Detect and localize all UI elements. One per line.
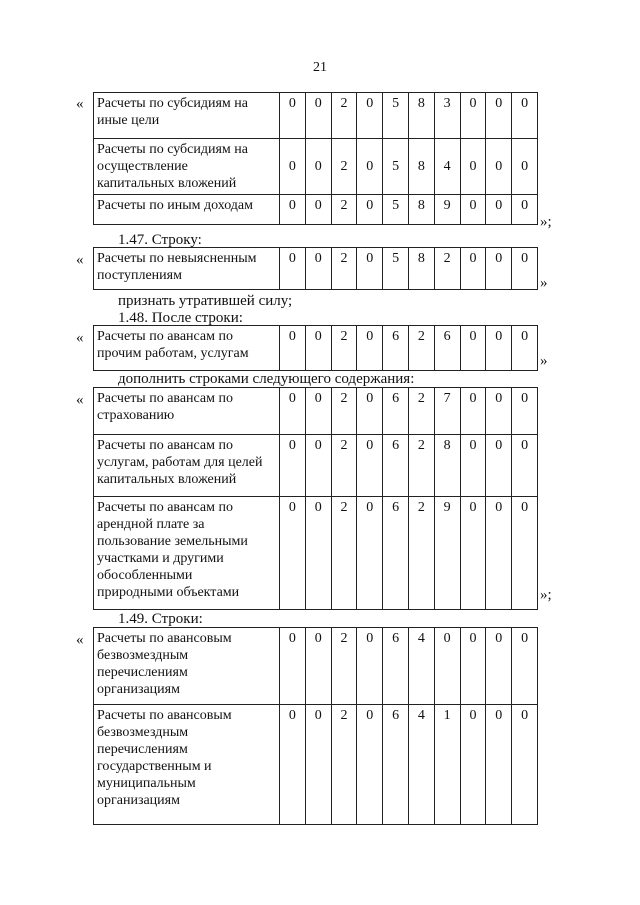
code-digit-cell: 0: [512, 435, 538, 497]
code-digit-cell: 2: [331, 388, 357, 435]
code-digit-cell: 0: [486, 195, 512, 225]
code-digit-cell: 0: [280, 139, 306, 195]
code-digit-cell: 0: [486, 139, 512, 195]
code-digit-cell: 0: [305, 388, 331, 435]
code-digit-cell: 0: [357, 705, 383, 825]
code-digit-cell: 0: [280, 195, 306, 225]
account-name-line: прочим работам, услугам: [97, 346, 249, 361]
code-digit-cell: 0: [357, 326, 383, 371]
code-digit-cell: 0: [460, 435, 486, 497]
code-digit-cell: 0: [460, 326, 486, 371]
code-digit-cell: 0: [486, 628, 512, 705]
code-digit-cell: 0: [280, 628, 306, 705]
account-name-line: осуществление: [97, 159, 188, 174]
account-name-cell: [94, 435, 280, 497]
code-digit-cell: 0: [305, 497, 331, 610]
account-name-cell: [94, 497, 280, 610]
code-digit-cell: 8: [408, 139, 434, 195]
code-digit-cell: 6: [383, 497, 409, 610]
account-name-cell: [94, 388, 280, 435]
code-digit-cell: 0: [486, 497, 512, 610]
account-name-cell: [94, 93, 280, 139]
account-name-line: арендной плате за: [97, 517, 205, 532]
code-table: [93, 247, 538, 290]
code-digit-cell: 6: [383, 628, 409, 705]
code-digit-cell: 0: [460, 139, 486, 195]
code-digit-cell: 0: [280, 435, 306, 497]
code-digit-cell: 4: [408, 705, 434, 825]
code-digit-cell: 0: [305, 139, 331, 195]
account-name-line: Расчеты по авансовым: [97, 631, 232, 646]
account-name-line: организациям: [97, 793, 180, 808]
account-name-cell: [94, 326, 280, 371]
account-name-line: иные цели: [97, 113, 160, 128]
code-digit-cell: 0: [357, 195, 383, 225]
account-name-line: Расчеты по иным доходам: [97, 198, 253, 213]
code-digit-cell: 0: [460, 705, 486, 825]
open-quote: «: [76, 96, 84, 112]
code-digit-cell: 6: [434, 326, 460, 371]
code-digit-cell: 3: [434, 93, 460, 139]
page-number: 21: [313, 60, 327, 75]
account-name-line: Расчеты по авансам по: [97, 329, 234, 344]
code-digit-cell: 8: [408, 195, 434, 225]
open-quote: «: [76, 392, 84, 408]
account-name-line: муниципальным: [97, 776, 196, 791]
code-digit-cell: 2: [408, 497, 434, 610]
code-digit-cell: 0: [460, 195, 486, 225]
code-digit-cell: 0: [305, 705, 331, 825]
code-digit-cell: 0: [357, 248, 383, 290]
code-digit-cell: 0: [357, 497, 383, 610]
table-row: [94, 248, 538, 290]
account-name-line: безвозмездным: [97, 648, 189, 663]
code-digit-cell: 6: [383, 435, 409, 497]
code-digit-cell: 6: [383, 388, 409, 435]
account-name-line: природными объектами: [97, 585, 240, 600]
account-name-line: Расчеты по субсидиям на: [97, 142, 248, 157]
code-digit-cell: 0: [305, 435, 331, 497]
code-digit-cell: 5: [383, 139, 409, 195]
code-digit-cell: 0: [512, 326, 538, 371]
code-digit-cell: 0: [486, 705, 512, 825]
close-quote: »: [540, 353, 548, 369]
code-digit-cell: 0: [357, 628, 383, 705]
code-digit-cell: 0: [357, 388, 383, 435]
code-digit-cell: 0: [486, 326, 512, 371]
account-name-cell: [94, 705, 280, 825]
account-name-line: Расчеты по авансам по: [97, 391, 234, 406]
code-digit-cell: 0: [280, 497, 306, 610]
code-table: [93, 92, 538, 225]
code-digit-cell: 0: [512, 139, 538, 195]
account-name-line: перечислениям: [97, 665, 188, 680]
code-digit-cell: 2: [408, 388, 434, 435]
code-table: [93, 387, 538, 610]
code-digit-cell: 0: [486, 248, 512, 290]
code-digit-cell: 8: [408, 93, 434, 139]
code-digit-cell: 0: [280, 705, 306, 825]
code-digit-cell: 9: [434, 497, 460, 610]
code-digit-cell: 0: [280, 326, 306, 371]
code-digit-cell: 0: [305, 195, 331, 225]
code-digit-cell: 2: [408, 326, 434, 371]
table-row: [94, 93, 538, 139]
account-name-line: Расчеты по авансам по: [97, 438, 234, 453]
code-digit-cell: 4: [408, 628, 434, 705]
code-digit-cell: 4: [434, 139, 460, 195]
table-row: [94, 195, 538, 225]
code-digit-cell: 0: [512, 497, 538, 610]
paragraph-text: признать утратившей силу;: [118, 293, 293, 309]
code-digit-cell: 0: [305, 248, 331, 290]
account-name-line: перечислениям: [97, 742, 188, 757]
account-name-cell: [94, 195, 280, 225]
open-quote: «: [76, 632, 84, 648]
code-digit-cell: 0: [280, 248, 306, 290]
code-digit-cell: 0: [512, 248, 538, 290]
code-digit-cell: 0: [512, 705, 538, 825]
code-digit-cell: 5: [383, 248, 409, 290]
code-digit-cell: 0: [486, 93, 512, 139]
open-quote: «: [76, 252, 84, 268]
account-name-line: Расчеты по субсидиям на: [97, 96, 248, 111]
account-name-line: организациям: [97, 682, 180, 697]
code-digit-cell: 2: [408, 435, 434, 497]
account-name-line: Расчеты по авансовым: [97, 708, 232, 723]
code-digit-cell: 2: [434, 248, 460, 290]
account-name-line: Расчеты по невыясненным: [97, 251, 257, 266]
code-digit-cell: 0: [512, 93, 538, 139]
code-digit-cell: 2: [331, 497, 357, 610]
code-digit-cell: 7: [434, 388, 460, 435]
code-digit-cell: 2: [331, 628, 357, 705]
code-digit-cell: 5: [383, 93, 409, 139]
code-digit-cell: 0: [305, 93, 331, 139]
code-digit-cell: 0: [357, 93, 383, 139]
code-digit-cell: 1: [434, 705, 460, 825]
code-digit-cell: 0: [305, 628, 331, 705]
code-digit-cell: 0: [357, 139, 383, 195]
code-digit-cell: 2: [331, 705, 357, 825]
code-digit-cell: 0: [460, 248, 486, 290]
table-row: [94, 139, 538, 195]
code-digit-cell: 0: [460, 628, 486, 705]
account-name-line: услугам, работам для целей: [97, 455, 263, 470]
code-digit-cell: 0: [460, 93, 486, 139]
open-quote: «: [76, 330, 84, 346]
account-name-cell: [94, 139, 280, 195]
account-name-line: безвозмездным: [97, 725, 189, 740]
code-digit-cell: 0: [512, 628, 538, 705]
paragraph-heading: 1.47. Строку:: [118, 232, 202, 248]
code-digit-cell: 2: [331, 326, 357, 371]
code-digit-cell: 5: [383, 195, 409, 225]
code-digit-cell: 2: [331, 195, 357, 225]
code-digit-cell: 0: [280, 93, 306, 139]
code-digit-cell: 2: [331, 248, 357, 290]
code-digit-cell: 0: [460, 497, 486, 610]
code-digit-cell: 0: [486, 388, 512, 435]
account-name-line: участками и другими: [97, 551, 224, 566]
code-digit-cell: 0: [305, 326, 331, 371]
code-digit-cell: 0: [512, 388, 538, 435]
account-name-line: поступлениям: [97, 268, 182, 283]
paragraph-heading: 1.48. После строки:: [118, 310, 243, 326]
code-digit-cell: 6: [383, 705, 409, 825]
account-name-line: капитальных вложений: [97, 176, 237, 191]
table-row: [94, 326, 538, 371]
code-digit-cell: 0: [434, 628, 460, 705]
account-name-line: государственным и: [97, 759, 212, 774]
account-name-line: капитальных вложений: [97, 472, 237, 487]
account-name-line: Расчеты по авансам по: [97, 500, 234, 515]
code-digit-cell: 0: [486, 435, 512, 497]
code-digit-cell: 2: [331, 93, 357, 139]
code-digit-cell: 2: [331, 435, 357, 497]
code-digit-cell: 8: [408, 248, 434, 290]
close-quote: »;: [540, 587, 552, 603]
account-name-cell: [94, 628, 280, 705]
code-digit-cell: 0: [460, 388, 486, 435]
code-table: [93, 627, 538, 825]
paragraph-heading: 1.49. Строки:: [118, 611, 203, 627]
code-digit-cell: 6: [383, 326, 409, 371]
code-digit-cell: 8: [434, 435, 460, 497]
close-quote: »: [540, 275, 548, 291]
table-row: [94, 628, 538, 705]
code-digit-cell: 2: [331, 139, 357, 195]
paragraph-text: дополнить строками следующего содержания:: [118, 371, 415, 387]
code-digit-cell: 0: [512, 195, 538, 225]
code-digit-cell: 9: [434, 195, 460, 225]
code-table: [93, 325, 538, 371]
code-digit-cell: 0: [280, 388, 306, 435]
close-quote: »;: [540, 214, 552, 230]
code-digit-cell: 0: [357, 435, 383, 497]
table-row: [94, 497, 538, 610]
account-name-line: страхованию: [97, 408, 175, 423]
account-name-line: пользование земельными: [97, 534, 248, 549]
table-row: [94, 435, 538, 497]
account-name-cell: [94, 248, 280, 290]
table-row: [94, 388, 538, 435]
account-name-line: обособленными: [97, 568, 193, 583]
table-row: [94, 705, 538, 825]
